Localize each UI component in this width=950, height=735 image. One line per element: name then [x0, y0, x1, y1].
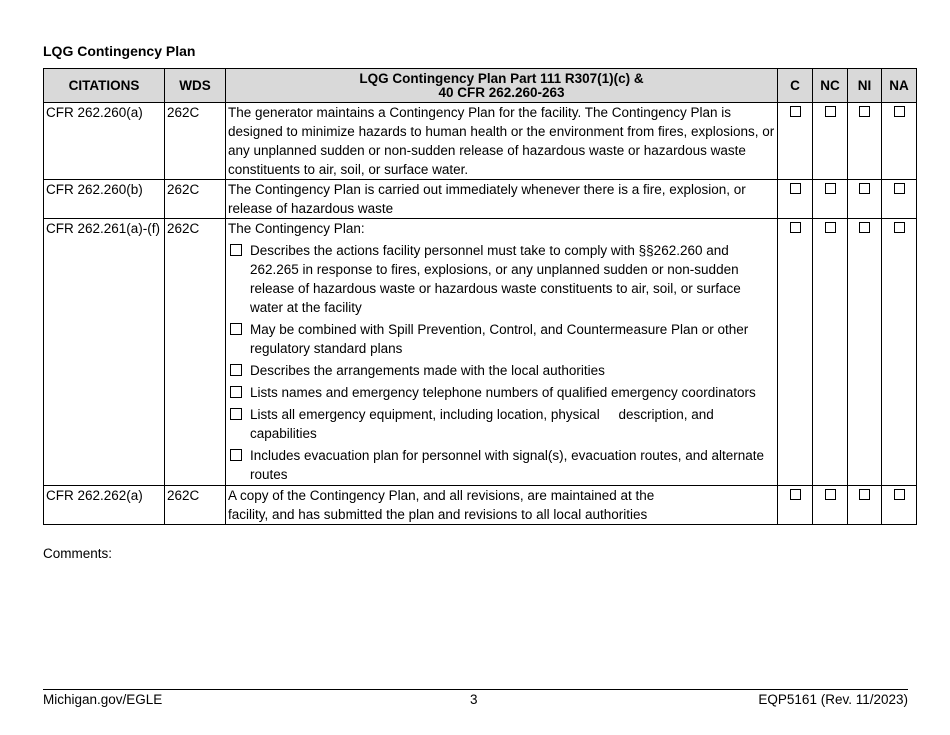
header-requirement [226, 69, 778, 103]
header-na: NA [882, 69, 917, 103]
requirement-item [228, 405, 775, 443]
item-text: May be combined with Spill Prevention, Control, and Countermeasure Plan or other regulatory standard plans [250, 322, 749, 356]
checkbox-c[interactable] [790, 106, 801, 117]
checkbox-ni[interactable] [859, 489, 870, 500]
checkbox-ni[interactable] [859, 183, 870, 194]
requirement-cell: The generator maintains a Contingency Plan for the facility. The Contingency Plan is designed to minimize hazards to human health or the environment from fires, explosions, or any unplanned sudden or non-sudden release of hazardous waste or hazardous waste constituents to air, soil, or surface water. [226, 103, 778, 180]
checkbox-nc[interactable] [825, 489, 836, 500]
header-wds: WDS [165, 69, 226, 103]
header-ni: NI [848, 69, 882, 103]
requirement-intro: The Contingency Plan: [228, 221, 365, 236]
wds-cell: 262C [165, 219, 226, 486]
citation-cell: CFR 262.261(a)-(f) [44, 219, 165, 486]
requirement-cell [226, 486, 778, 525]
table-row [44, 180, 917, 219]
checkbox-na[interactable] [894, 183, 905, 194]
checkbox-na[interactable] [894, 222, 905, 233]
header-c: C [778, 69, 813, 103]
checkbox-ni[interactable] [859, 222, 870, 233]
checkbox-c[interactable] [790, 489, 801, 500]
checkbox-na[interactable] [894, 489, 905, 500]
citation-cell: CFR 262.260(a) [44, 103, 165, 180]
item-checkbox[interactable] [230, 244, 242, 256]
footer-divider [43, 689, 908, 690]
table-row [44, 103, 917, 180]
item-text: Lists all emergency equipment, including location, physical description, and capabilities [250, 407, 718, 441]
item-text: Lists names and emergency telephone numbers of qualified emergency coordinators [250, 385, 756, 400]
checkbox-c[interactable] [790, 183, 801, 194]
contingency-plan-table [43, 68, 917, 525]
footer-form-number: EQP5161 (Rev. 11/2023) [758, 692, 908, 707]
requirement-line2: facility, and has submitted the plan and revisions to all local authorities [228, 507, 648, 522]
item-checkbox[interactable] [230, 449, 242, 461]
header-requirement-line2: 40 CFR 262.260-263 [438, 84, 565, 100]
header-citations: CITATIONS [44, 69, 165, 103]
item-checkbox[interactable] [230, 408, 242, 420]
checkbox-nc[interactable] [825, 222, 836, 233]
requirement-item [228, 320, 775, 358]
table-row [44, 219, 917, 486]
table-header-row [44, 69, 917, 103]
comments-label: Comments: [43, 546, 113, 561]
requirement-item [228, 361, 775, 380]
item-checkbox[interactable] [230, 323, 242, 335]
citation-cell: CFR 262.260(b) [44, 180, 165, 219]
header-nc: NC [813, 69, 848, 103]
item-text: Describes the actions facility personnel must take to comply with §§262.260 and 262.265 in response to fires, explosions, or any unplanned sudden or non-sudden release of hazardous waste or hazardous waste constituents to air, soil, or surface water at the facility [250, 243, 741, 315]
wds-cell: 262C [165, 103, 226, 180]
footer-website: Michigan.gov/EGLE [43, 692, 163, 707]
citation-cell: CFR 262.262(a) [44, 486, 165, 525]
header-requirement-line1: LQG Contingency Plan Part 111 R307(1)(c) & [359, 70, 644, 86]
checkbox-c[interactable] [790, 222, 801, 233]
item-checkbox[interactable] [230, 386, 242, 398]
footer-page-number: 3 [470, 692, 478, 707]
checkbox-ni[interactable] [859, 106, 870, 117]
wds-cell: 262C [165, 486, 226, 525]
requirement-item [228, 446, 775, 484]
requirement-cell: The Contingency Plan is carried out immediately whenever there is a fire, explosion, or release of hazardous waste [226, 180, 778, 219]
item-text: Describes the arrangements made with the local authorities [250, 363, 605, 378]
requirement-item [228, 241, 775, 317]
item-checkbox[interactable] [230, 364, 242, 376]
table-row [44, 486, 917, 525]
requirement-line1: A copy of the Contingency Plan, and all revisions, are maintained at the [228, 488, 655, 503]
item-text: Includes evacuation plan for personnel with signal(s), evacuation routes, and alternate routes [250, 448, 765, 482]
page-title: LQG Contingency Plan [43, 43, 196, 59]
requirement-item [228, 383, 775, 402]
requirement-cell [226, 219, 778, 486]
wds-cell: 262C [165, 180, 226, 219]
checkbox-nc[interactable] [825, 183, 836, 194]
checkbox-na[interactable] [894, 106, 905, 117]
checkbox-nc[interactable] [825, 106, 836, 117]
